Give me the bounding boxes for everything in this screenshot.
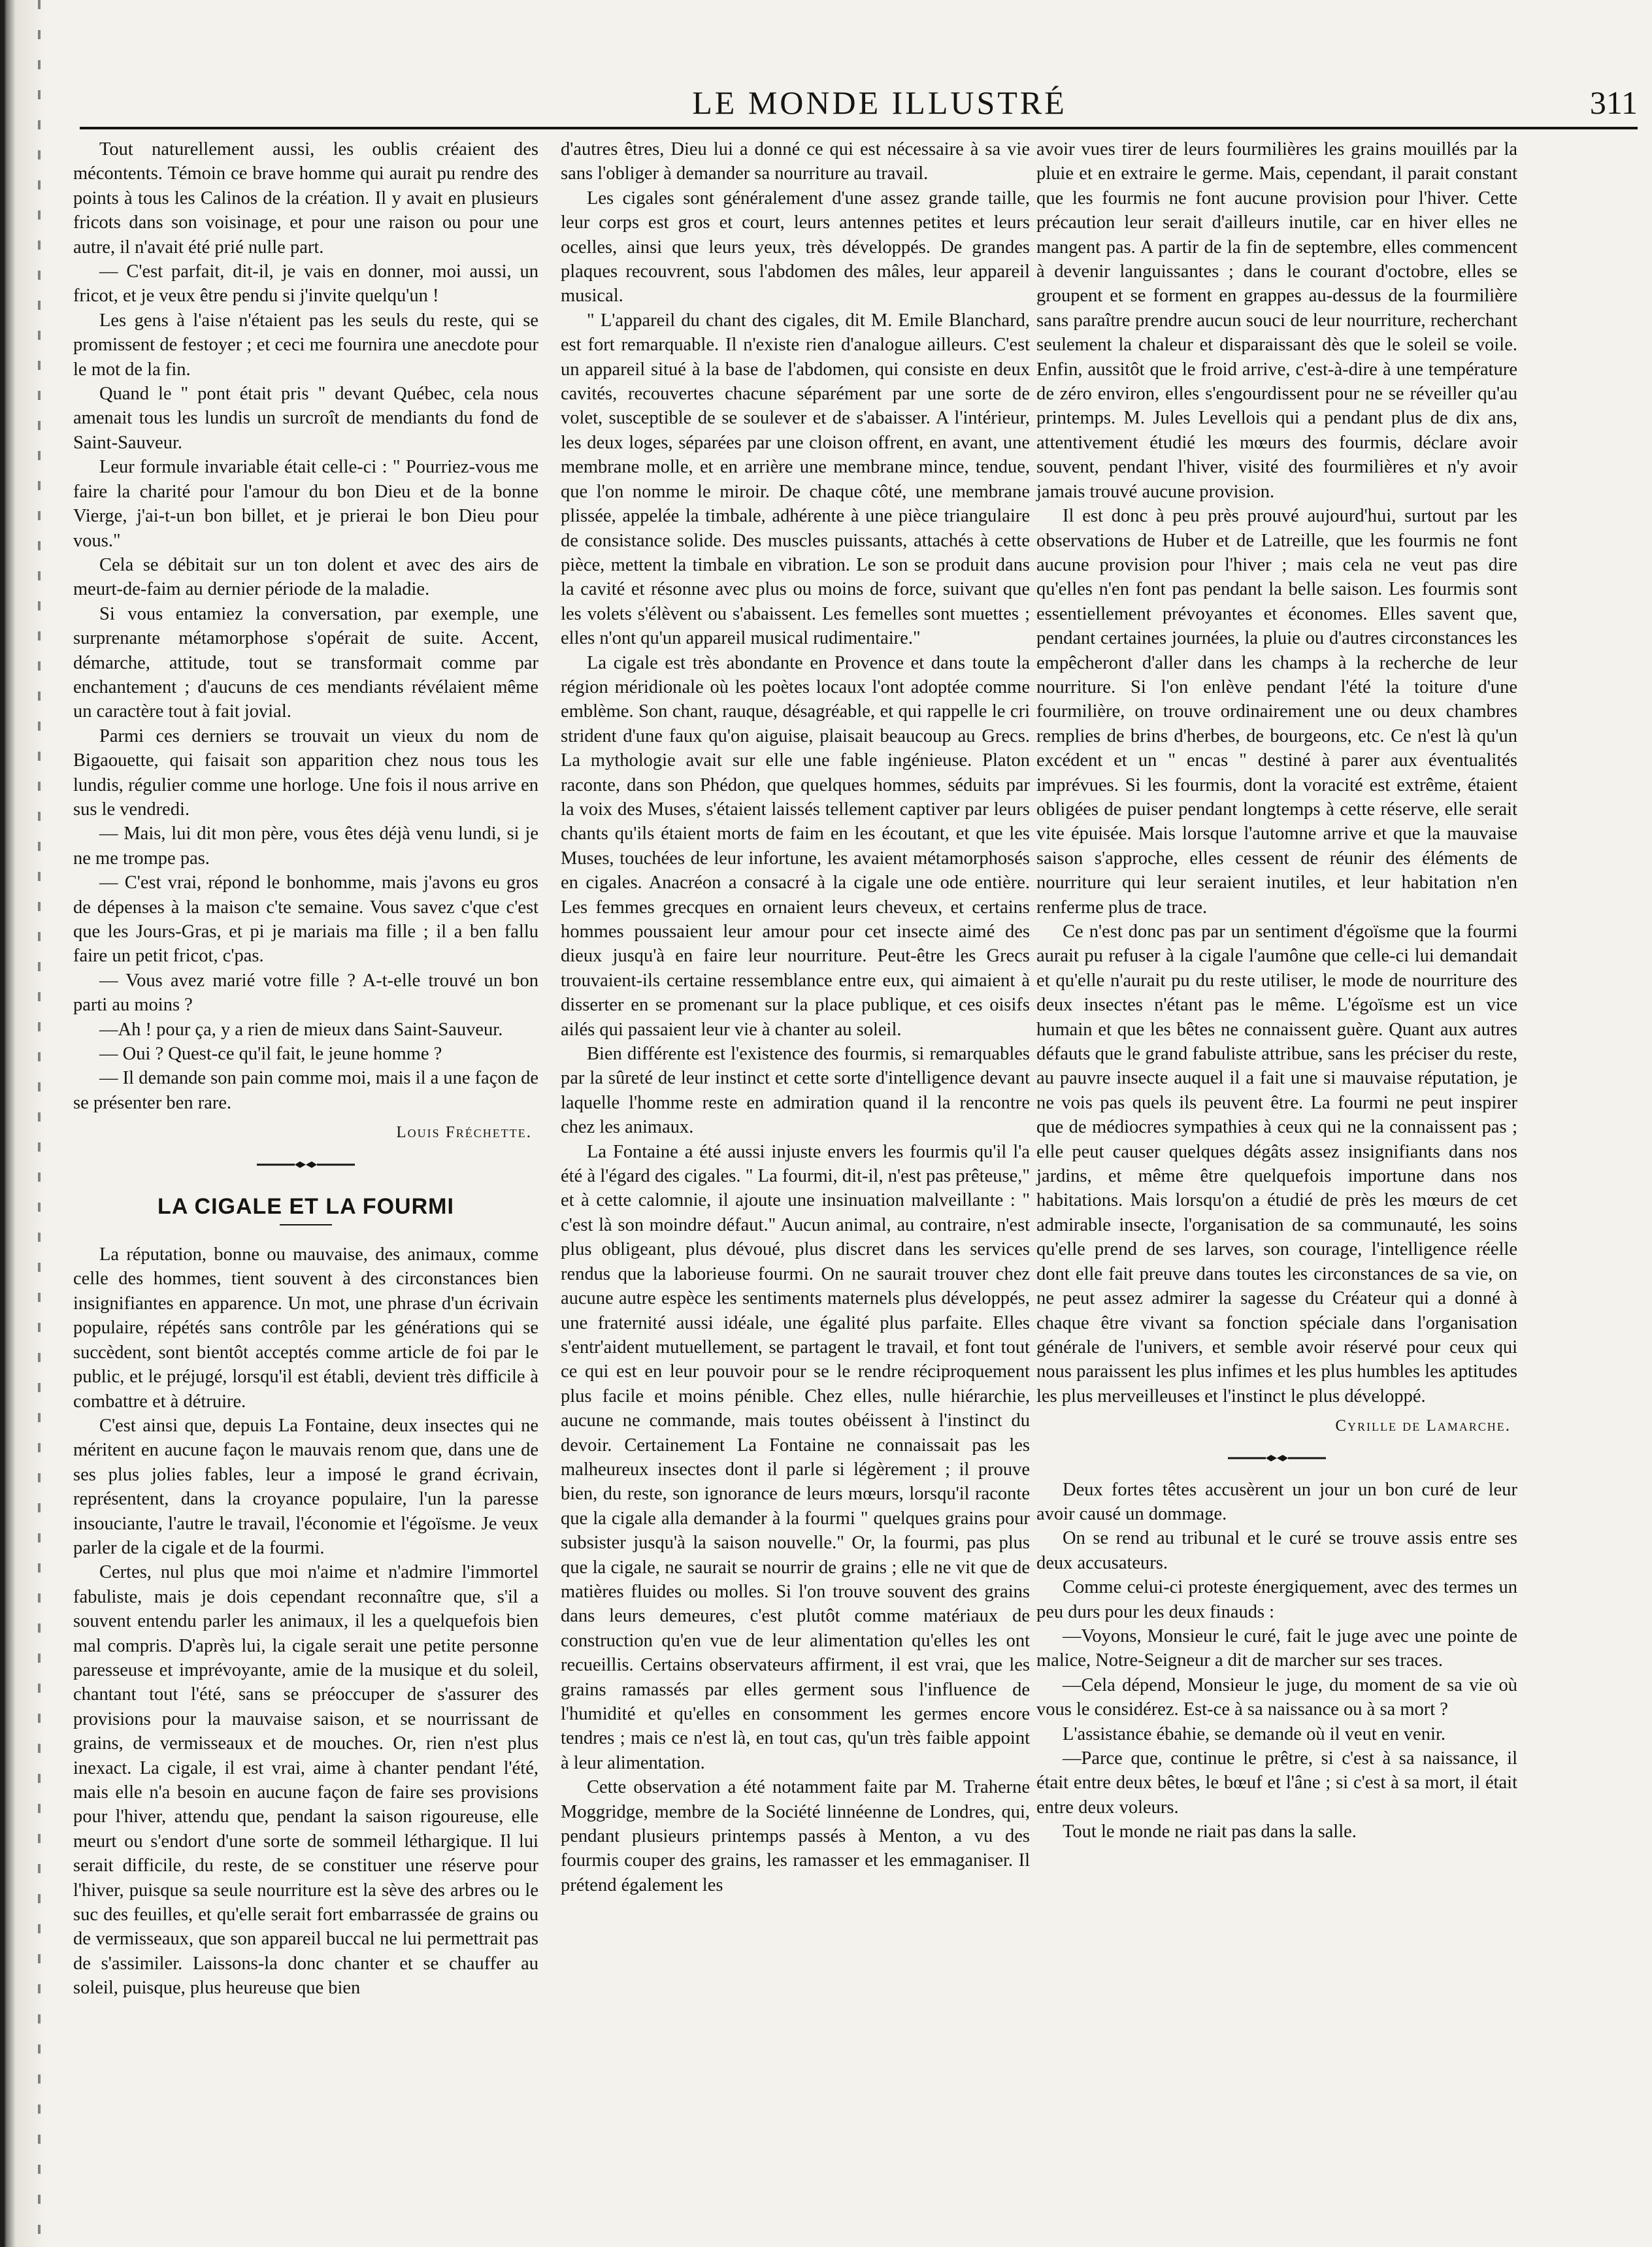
paragraph: — Oui ? Quest-ce qu'il fait, le jeune homme ? [99, 1044, 442, 1065]
paragraph: — C'est parfait, dit-il, je vais en donner, moi aussi, un fricot, et je veux être pendu si j'invite quelqu'un ! [73, 261, 538, 307]
paragraph: L'assistance ébahie, se demande où il veut en venir. [1063, 1723, 1446, 1744]
paragraph: Deux fortes têtes accusèrent un jour un bon curé de leur avoir causé un dommage. [1036, 1479, 1517, 1524]
signature-frechette: Louis Fréchette. [396, 1124, 532, 1142]
column-3 [1036, 137, 1517, 1844]
paragraph: La réputation, bonne ou mauvaise, des animaux, comme celle des hommes, tient souvent à des circonstances bien insignifiantes en apparence. Un mot, une phrase d'un écrivain populaire, répétés sans contrôle par les générations qui se succèdent, sont bientôt acceptés comme article de foi par le public, et le préjugé, lorsqu'il est établi, devient très difficile à combattre et à détruire. [73, 1244, 538, 1412]
binding-edge [0, 0, 46, 2247]
header-rule [80, 127, 1638, 129]
column-3-article [1036, 137, 1517, 1408]
ornament-divider [1036, 1439, 1517, 1478]
paragraph: C'est ainsi que, depuis La Fontaine, deux insectes qui ne méritent en aucune façon le mauvais renom que, dans une de ses plus jolies fables, leur a imposé le grand écrivain, représentent, dans la croyance populaire, l'un la paresse insouciante, l'autre le travail, l'économie et l'égoïsme. Je veux parler de la cigale et de la fourmi. [73, 1415, 538, 1558]
paragraph: Cela se débitait sur un ton dolent et avec des airs de meurt-de-faim au dernier période de la maladie. [73, 554, 538, 600]
paragraph: Quand le " pont était pris " devant Québec, cela nous amenait tous les lundis un surcroît de mendiants du fond de Saint-Sauveur. [73, 384, 538, 453]
paragraph: Certes, nul plus que moi n'aime et n'admire l'immortel fabuliste, mais je dois cependant reconnaître que, s'il a souvent entendu parler les animaux, il les a quelquefois bien mal compris. D'après lui, la cigale serait une petite personne paresseuse et imprévoyante, amie de la musique et du soleil, chantant tout l'été, sans se préoccuper de s'assurer des provisions pour la mauvaise saison, et se nourrissant de grains, de vermisseaux et de mouches. Or, rien n'est plus inexact. La cigale, il est vrai, aime à chanter pendant l'été, mais elle n'a besoin en aucune façon de faire ses provisions pour l'hiver, attendu que, pendant la saison rigoureuse, elle meurt ou s'endort d'une sorte de sommeil léthargique. Il lui serait difficile, du reste, de se constituer une réserve pour l'hiver, puisque sa seule nourriture est la sève des arbres ou le suc des feuilles, et qu'elle serait fort embarrassée de grains ou de vermisseaux, que son appareil buccal ne lui permettrait pas de s'assimiler. Laissons-la donc chanter et se chauffer au soleil, puisque, plus heureuse que bien [73, 1562, 538, 1999]
title-rule [280, 1224, 332, 1225]
masthead [122, 84, 1638, 123]
paragraph: — C'est vrai, répond le bonhomme, mais j'avons eu gros de dépenses à la maison c'te semaine. Vous savez c'que c'est que les Jours-Gras, et pi je mariais ma fille ; il a ben fallu faire un petit fricot, c'pas. [73, 873, 538, 967]
column-1-article [73, 1242, 538, 2001]
paragraph: —Ah ! pour ça, y a rien de mieux dans Saint-Sauveur. [99, 1019, 503, 1040]
paragraph: Comme celui-ci proteste énergiquement, avec des termes un peu durs pour les deux finauds : [1036, 1577, 1517, 1622]
paragraph: Les gens à l'aise n'étaient pas les seuls du reste, qui se promissent de festoyer ; et ceci me fournira une anecdote pour le mot de la fin. [73, 310, 538, 380]
paragraph: —Cela dépend, Monsieur le juge, du moment de sa vie où vous le considérez. Est-ce à sa naissance ou à sa mort ? [1036, 1674, 1517, 1720]
paragraph: d'autres êtres, Dieu lui a donné ce qui est nécessaire à sa vie sans l'obliger à demander sa nourriture au travail. [561, 139, 1030, 184]
page-number: 311 [1589, 84, 1638, 121]
paragraph: avoir vues tirer de leurs fourmilières les grains mouillés par la pluie et en extraire le germe. Mais, cependant, il parait constant que les fourmis ne font aucune provision pour l'hiver. Cette précaution leur serait d'ailleurs inutile, car en hiver elles ne mangent pas. A partir de la fin de septembre, elles commencent à devenir languissantes ; dans le courant d'octobre, elles se groupent et se forment en grappes au-dessus de la fourmilière sans paraître prendre aucun souci de leur nourriture, recherchant seulement la chaleur et disparaissant dès que le soleil se voile. Enfin, aussitôt que le froid arrive, c'est-à-dire à une température de zéro environ, elles s'engourdissent pour ne se réveiller qu'au printemps. M. Jules Levellois qui a pendant plus de dix ans, attentivement étudié les mœurs des fourmis, déclare avoir souvent, pendant l'hiver, visité des fourmilières et n'y avoir jamais trouvé aucune provision. [1036, 139, 1517, 502]
paragraph: — Vous avez marié votre fille ? A-t-elle trouvé un bon parti au moins ? [73, 970, 538, 1016]
paragraph: —Parce que, continue le prêtre, si c'est à sa naissance, il était entre deux bêtes, le bœuf et l'âne ; si c'est à sa mort, il était entre deux voleurs. [1036, 1748, 1517, 1818]
paragraph: — Mais, lui dit mon père, vous êtes déjà venu lundi, si je ne me trompe pas. [73, 824, 538, 869]
ornament-divider [73, 1145, 538, 1184]
page-title: LE MONDE ILLUSTRÉ [692, 84, 1067, 121]
paragraph: Ce n'est donc pas par un sentiment d'égoïsme que la fourmi aurait pu refuser à la cigale l'aumône que celle-ci lui demandait et qu'elle n'aurait pu du reste utiliser, le mode de nourriture des deux insectes n'étant pas le même. L'égoïsme est un vice humain et que les bêtes ne connaissent guère. Quant aux autres défauts que le grand fabuliste attribue, sans les préciser du reste, au pauvre insecte auquel il a fait une si mauvaise réputation, je ne vois pas quels ils peuvent être. La fourmi ne peut inspirer que de médiocres sympathies à ceux qui ne la connaissent pas ; elle peut causer quelques dégâts assez insignifiants dans nos jardins, et même être quelquefois importune dans nos habitations. Mais lorsqu'on a étudié de près les mœurs de cet admirable insecte, l'organisation de sa communauté, les soins qu'elle prend de ses larves, son courage, l'intelligence réelle dont elle fait preuve dans toutes les circonstances de sa vie, on ne peut assez admirer la sagesse du Créateur qui a donné à chaque être vivant sa fonction spéciale dans l'organisation générale de l'univers, et semble avoir réservé pour ceux qui nous paraissent les plus infimes et les plus humbles les aptitudes les plus merveilleuses et l'instinct le plus développé. [1036, 922, 1517, 1406]
paragraph: " L'appareil du chant des cigales, dit M. Emile Blanchard, est fort remarquable. Il n'existe rien d'analogue ailleurs. C'est un appareil situé à la base de l'abdomen, qui consiste en deux cavités, recouvertes chacune séparément par une sorte de volet, susceptible de se soulever et de s'abaisser. A l'intérieur, les deux loges, séparées par une cloison offrent, en avant, une membrane molle, et en arrière une membrane mince, tendue, que l'on nomme le miroir. De chaque côté, une membrane plissée, appelée la timbale, adhérente à une pièce triangulaire de consistance solide. Des muscles puissants, attachés à cette pièce, mettent la timbale en vibration. Le son se produit dans la cavité et résonne avec plus ou moins de force, suivant que les volets s'élèvent ou s'abaissent. Les femelles sont muettes ; elles n'ont qu'un appareil musical rudimentaire." [561, 310, 1030, 649]
column-3-anecdote [1036, 1478, 1517, 1844]
paragraph: —Voyons, Monsieur le curé, fait le juge avec une pointe de malice, Notre-Seigneur a dit de marcher sur ses traces. [1036, 1625, 1517, 1671]
column-1 [73, 137, 538, 2001]
paragraph: On se rend au tribunal et le curé se trouve assis entre ses deux accusateurs. [1036, 1528, 1517, 1573]
paragraph: La Fontaine a été aussi injuste envers les fourmis qu'il l'a été à l'égard des cigales. " La fourmi, dit-il, n'est pas prêteuse," et à cette calomnie, il ajoute une insinuation malveillante : " c'est là son moindre défaut." Aucun animal, au contraire, n'est plus obligeant, plus dévoué, plus discret dans les services rendus que la laborieuse fourmi. On ne saurait trouver chez aucune autre espèce les sentiments maternels plus développés, une fraternité aussi idéale, une égalité plus parfaite. Elles s'entr'aident mutuellement, se partagent le travail, et font tout ce qui est en leur pouvoir pour se le rendre réciproquement plus facile et moins pénible. Chez elles, nulle hiérarchie, aucune ne commande, mais toutes obéissent à l'instinct du devoir. Certainement La Fontaine ne connaissait pas les malheureux insectes dont il parle si légèrement ; il prouve bien, du reste, son ignorance de leurs mœurs, lorsqu'il raconte que la cigale alla demander à la fourmi " quelques grains pour subsister jusqu'à la saison nouvelle." Or, la fourmi, pas plus que la cigale, ne saurait se nourrir de grains ; elle ne vit que de matières fluides ou molles. Si l'on trouve souvent des grains dans leurs demeures, c'est plutôt comme matériaux de construction qu'en vue de leur alimentation qu'elles les ont recueillis. Certains observateurs affirment, il est vrai, que les grains ramassés par elles germent sous l'influence de l'humidité et qu'elles en consomment les germes encore tendres ; mais ce n'est là, en tout cas, qu'un très faible appoint à leur alimentation. [561, 1141, 1030, 1773]
paragraph: Tout naturellement aussi, les oublis créaient des mécontents. Témoin ce brave homme qui aurait pu rendre des points à tous les Calinos de la création. Il y avait en plusieurs fricots dans son voisinage, et pour une raison ou pour une autre, il n'avait été prié nulle part. [73, 139, 538, 258]
paragraph: Parmi ces derniers se trouvait un vieux du nom de Bigaouette, qui faisait son apparition chez nous tous les lundis, régulier comme une horloge. Une fois il nous arrive en sus le vendredi. [73, 725, 538, 820]
paragraph: Tout le monde ne riait pas dans la salle. [1063, 1822, 1357, 1842]
signature-lamarche: Cyrille de Lamarche. [1335, 1417, 1511, 1435]
column-1-story [73, 137, 538, 1115]
paragraph: Leur formule invariable était celle-ci : " Pourriez-vous me faire la charité pour l'amour du bon Dieu et de la bonne Vierge, j'ai-t-un bon billet, et je prierai le bon Dieu pour vous." [73, 457, 538, 551]
paragraph: La cigale est très abondante en Provence et dans toute la région méridionale où les poètes locaux l'ont adoptée comme emblème. Son chant, rauque, désagréable, et qui rappelle le cri strident d'une faux qu'on aiguise, plaisait beaucoup au Grecs. La mythologie avait sur elle une fable ingénieuse. Platon raconte, dans son Phédon, que quelques hommes, séduits par la voix des Muses, s'étaient laissés tellement captiver par leurs chants qu'ils étaient morts de faim en les écoutant, et que les Muses, touchées de leur infortune, les avaient métamorphosés en cigales. Anacréon a consacré à la cigale une ode entière. Les femmes grecques en ornaient leurs cheveux, et certains hommes poussaient leur amour pour cet insecte aimé des dieux jusqu'à en faire leur nourriture. Peut-être les Grecs trouvaient-ils certaine ressemblance entre eux, qui aimaient à disserter en se promenant sur la place publique, et ces oisifs ailés qui passaient leur vie à chanter au soleil. [561, 652, 1030, 1040]
column-2 [561, 137, 1030, 1897]
paragraph: — Il demande son pain comme moi, mais il a une façon de se présenter ben rare. [73, 1068, 538, 1113]
paragraph: Si vous entamiez la conversation, par exemple, une surprenante métamorphose s'opérait de suite. Accent, démarche, attitude, tout se transformait comme par enchantement ; d'aucuns de ces mendiants révélaient même un caractère tout à fait jovial. [73, 603, 538, 722]
paragraph: Bien différente est l'existence des fourmis, si remarquables par la sûreté de leur instinct et cette sorte d'intelligence devant laquelle l'homme reste en admiration quand il la rencontre chez les animaux. [561, 1044, 1030, 1138]
paragraph: Les cigales sont généralement d'une assez grande taille, leur corps est gros et court, leurs antennes petites et leurs ocelles, ainsi que leurs yeux, très développés. De grandes plaques recouvrent, sous l'abdomen des mâles, leur appareil musical. [561, 188, 1030, 307]
column-2-article [561, 137, 1030, 1897]
section-title: LA CIGALE ET LA FOURMI [157, 1193, 454, 1219]
paragraph: Cette observation a été notamment faite par M. Traherne Moggridge, membre de la Société linnéenne de Londres, qui, pendant plusieurs printemps passés à Menton, a vu des fourmis couper des grains, les ramasser et les emmaganiser. Il prétend également les [561, 1777, 1030, 1895]
paragraph: Il est donc à peu près prouvé aujourd'hui, surtout par les observations de Huber et de Latreille, que les fourmis ne font aucune provision pour l'hiver ; mais cela ne veut pas dire qu'elles n'en font pas pendant la belle saison. Les fourmis sont essentiellement prévoyantes et économes. Elles savent que, pendant certaines journées, la pluie ou d'autres circonstances les empêcheront d'aller dans les champs à la recherche de leur nourriture. Si l'on enlève pendant l'été la toiture d'une fourmilière, on trouve ordinairement une ou deux chambres remplies de brins d'herbes, de bourgeons, etc. Ce n'est là qu'un excédent et un " encas " destiné à parer aux éventualités imprévues. Si les fourmis, dont la voracité est extrême, étaient obligées de puiser pendant longtemps à cette réserve, elle serait vite épuisée. Mais lorsque l'automne arrive et que la mauvaise saison s'approche, elles cessent de réunir des éléments de nourriture qui leur seraient inutiles, et leur habitation n'en renferme plus de trace. [1036, 506, 1517, 918]
